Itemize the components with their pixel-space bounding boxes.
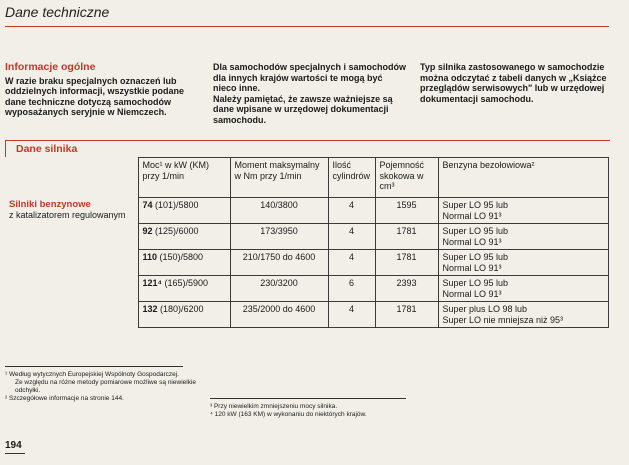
- footnotes-left: [5, 371, 205, 403]
- section-title: Dane silnika: [16, 143, 78, 155]
- footnote-2: ² Szczegółowe informacje na stronie 144.: [5, 395, 124, 402]
- header-cylinders: Ilość cylindrów: [328, 158, 375, 198]
- power-cell: 110 (150)/5800: [138, 250, 230, 276]
- row-label-sub: z katalizatorem regulowanym: [9, 210, 126, 220]
- header-torque: Moment maksymalny w Nm przy 1/min: [230, 158, 328, 198]
- intro-column-1: [5, 62, 200, 118]
- fuel-cell: Super plus LO 98 lub Super LO nie mniejsza niż 95³: [438, 302, 609, 328]
- footnote-rule-left: [5, 366, 183, 367]
- title-rule: [5, 26, 609, 27]
- fuel-cell: Super LO 95 lub Normal LO 91³: [438, 198, 609, 224]
- footnote-1-cont: Ze względu na różne metody pomiarowe możliwe są niewielkie odchyłki.: [15, 379, 197, 394]
- fuel-cell: Super LO 95 lub Normal LO 91³: [438, 276, 609, 302]
- section-frame: [5, 140, 610, 157]
- torque-cell: 210/1750 do 4600: [230, 250, 328, 276]
- cylinders-cell: 4: [328, 302, 375, 328]
- engine-data-table: [5, 157, 609, 328]
- fuel-cell: Super LO 95 lub Normal LO 91³: [438, 224, 609, 250]
- footnote-4: ⁴ 120 kW (163 KM) w wykonaniu do niektórych krajów.: [210, 411, 367, 418]
- table-row: [5, 198, 609, 224]
- displacement-cell: 1781: [375, 302, 438, 328]
- row-label: [5, 198, 138, 328]
- row-label-title: Silniki benzynowe: [9, 198, 91, 210]
- table-header-row: [5, 158, 609, 198]
- page-number-rule: [5, 453, 25, 454]
- general-info-text: W razie braku specjalnych oznaczeń lub oddzielnych informacji, wszystkie podane dane techniczne dotyczą samochodów wyposażanych seryjnie w Niemczech.: [5, 75, 185, 117]
- displacement-cell: 1781: [375, 250, 438, 276]
- fuel-cell: Super LO 95 lub Normal LO 91³: [438, 250, 609, 276]
- power-cell: 132 (180)/6200: [138, 302, 230, 328]
- power-cell: 121⁴ (165)/5900: [138, 276, 230, 302]
- displacement-cell: 1781: [375, 224, 438, 250]
- torque-cell: 235/2000 do 4600: [230, 302, 328, 328]
- power-cell: 92 (125)/6000: [138, 224, 230, 250]
- page-title: Dane techniczne: [5, 4, 110, 20]
- header-displacement: Pojemność skokowa w cm³: [375, 158, 438, 198]
- footnote-1: ¹ Według wytycznych Europejskiej Wspólnoty Gospodarczej.: [5, 371, 180, 378]
- footnote-rule-right: [210, 398, 406, 399]
- header-fuel: Benzyna bezołowiowa²: [438, 158, 609, 198]
- intro-column-3: [420, 62, 612, 104]
- engine-type-text: Typ silnika zastosowanego w samochodzie można odczytać z tabeli danych w „Książce przeglądów serwisowych" lub w urzędowej dokumentacji samochodu.: [420, 62, 607, 104]
- footnotes-right: [210, 403, 430, 419]
- page-number: 194: [5, 440, 22, 451]
- torque-cell: 230/3200: [230, 276, 328, 302]
- displacement-cell: 2393: [375, 276, 438, 302]
- displacement-cell: 1595: [375, 198, 438, 224]
- cylinders-cell: 4: [328, 198, 375, 224]
- cylinders-cell: 6: [328, 276, 375, 302]
- footnote-3: ³ Przy niewielkim zmniejszeniu mocy silnika.: [210, 403, 338, 410]
- cylinders-cell: 4: [328, 250, 375, 276]
- torque-cell: 173/3950: [230, 224, 328, 250]
- torque-cell: 140/3800: [230, 198, 328, 224]
- intro-column-2: [213, 62, 408, 125]
- cylinders-cell: 4: [328, 224, 375, 250]
- special-vehicles-text: Dla samochodów specjalnych i samochodów dla innych krajów wartości te mogą być nieco inne.: [213, 62, 407, 93]
- general-info-heading: Informacje ogólne: [5, 61, 96, 73]
- header-power: Moc¹ w kW (KM) przy 1/min: [138, 158, 230, 198]
- header-stub: [5, 158, 138, 198]
- power-cell: 74 (101)/5800: [138, 198, 230, 224]
- documentation-note: Należy pamiętać, że zawsze ważniejsze są dane wpisane w urzędowej dokumentacji samochodu.: [213, 93, 393, 125]
